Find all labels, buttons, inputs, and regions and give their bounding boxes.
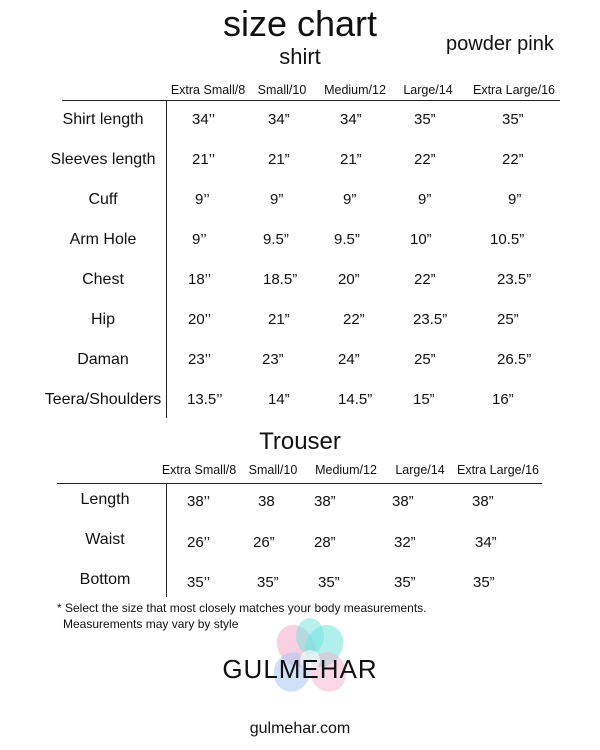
shirt-cell: 21” xyxy=(268,311,290,328)
shirt-cell: 9” xyxy=(270,191,284,208)
trouser-column-header: Extra Small/8 xyxy=(161,463,237,477)
shirt-cell: 9” xyxy=(508,191,522,208)
trouser-label-divider xyxy=(166,483,167,597)
shirt-cell: 21’’ xyxy=(192,151,216,168)
shirt-cell: 15” xyxy=(413,391,435,408)
page-title: size chart xyxy=(222,3,378,44)
page-subtitle: shirt xyxy=(279,44,321,69)
website-link[interactable]: gulmehar.com xyxy=(249,720,351,737)
shirt-row-label: Daman xyxy=(77,351,129,368)
trouser-cell: 38” xyxy=(472,493,494,510)
trouser-section-title: Trouser xyxy=(259,428,341,455)
shirt-row-label: Chest xyxy=(82,271,124,288)
shirt-cell: 16” xyxy=(492,391,514,408)
trouser-cell: 38 xyxy=(258,493,275,510)
shirt-cell: 23’’ xyxy=(188,351,212,368)
trouser-cell: 35” xyxy=(257,574,279,591)
trouser-cell: 34” xyxy=(475,534,497,551)
shirt-cell: 13.5’’ xyxy=(187,391,223,408)
trouser-header-divider xyxy=(57,483,542,484)
trouser-cell: 28” xyxy=(314,534,336,551)
shirt-row-label: Teera/Shoulders xyxy=(44,391,162,408)
shirt-cell: 24” xyxy=(338,351,360,368)
trouser-row-label: Bottom xyxy=(79,571,131,588)
trouser-column-header: Medium/12 xyxy=(315,463,377,477)
trouser-column-header: Large/14 xyxy=(395,463,445,477)
shirt-row-label: Cuff xyxy=(88,191,118,208)
shirt-cell: 22” xyxy=(343,311,365,328)
shirt-cell: 9’’ xyxy=(192,231,207,248)
size-note-secondary: Measurements may vary by style xyxy=(63,617,239,631)
trouser-cell: 38” xyxy=(314,493,336,510)
shirt-cell: 20” xyxy=(338,271,360,288)
shirt-cell: 18’’ xyxy=(188,271,212,288)
shirt-cell: 23.5” xyxy=(413,311,448,328)
shirt-cell: 9.5” xyxy=(263,231,289,248)
brand-name: GULMEHAR xyxy=(222,654,378,684)
shirt-cell: 9.5” xyxy=(334,231,360,248)
shirt-cell: 21” xyxy=(268,151,290,168)
shirt-cell: 9” xyxy=(343,191,357,208)
trouser-cell: 38” xyxy=(392,493,414,510)
size-note: * Select the size that most closely matches your body measurements. xyxy=(57,601,427,615)
trouser-cell: 26’’ xyxy=(187,534,211,551)
shirt-cell: 10” xyxy=(410,231,432,248)
shirt-cell: 26.5” xyxy=(497,351,532,368)
shirt-column-header: Medium/12 xyxy=(324,83,386,97)
shirt-cell: 14.5” xyxy=(338,391,373,408)
shirt-cell: 22” xyxy=(414,151,436,168)
shirt-cell: 21” xyxy=(340,151,362,168)
shirt-cell: 22” xyxy=(414,271,436,288)
shirt-column-header: Extra Small/8 xyxy=(170,83,246,97)
shirt-cell: 23.5” xyxy=(497,271,532,288)
shirt-cell: 9” xyxy=(418,191,432,208)
trouser-cell: 38’’ xyxy=(187,493,211,510)
shirt-cell: 34” xyxy=(340,111,362,128)
trouser-cell: 35” xyxy=(394,574,416,591)
trouser-cell: 35’’ xyxy=(187,574,211,591)
shirt-cell: 35” xyxy=(502,111,524,128)
shirt-cell: 34’’ xyxy=(192,111,216,128)
shirt-cell: 10.5” xyxy=(490,231,525,248)
shirt-cell: 25” xyxy=(497,311,519,328)
shirt-header-divider xyxy=(62,100,560,101)
trouser-column-header: Extra Large/16 xyxy=(457,463,539,477)
trouser-column-header: Small/10 xyxy=(248,463,298,477)
shirt-cell: 25” xyxy=(414,351,436,368)
shirt-cell: 14” xyxy=(268,391,290,408)
shirt-cell: 22” xyxy=(502,151,524,168)
trouser-row-label: Waist xyxy=(85,531,125,548)
trouser-row-label: Length xyxy=(80,491,130,508)
shirt-cell: 34” xyxy=(268,111,290,128)
shirt-cell: 18.5” xyxy=(263,271,298,288)
shirt-column-header: Extra Large/16 xyxy=(473,83,555,97)
shirt-cell: 35” xyxy=(414,111,436,128)
shirt-cell: 9’’ xyxy=(195,191,210,208)
shirt-row-label: Shirt length xyxy=(62,111,144,128)
shirt-cell: 23” xyxy=(262,351,284,368)
shirt-row-label: Sleeves length xyxy=(50,151,156,168)
trouser-cell: 32” xyxy=(394,534,416,551)
trouser-cell: 35” xyxy=(318,574,340,591)
shirt-column-header: Small/10 xyxy=(257,83,307,97)
trouser-cell: 35” xyxy=(473,574,495,591)
shirt-cell: 20’’ xyxy=(188,311,212,328)
shirt-row-label: Hip xyxy=(90,311,116,328)
shirt-label-divider xyxy=(166,100,167,418)
product-color-label: powder pink xyxy=(446,33,554,55)
shirt-column-header: Large/14 xyxy=(403,83,453,97)
shirt-row-label: Arm Hole xyxy=(69,231,137,248)
trouser-cell: 26” xyxy=(253,534,275,551)
